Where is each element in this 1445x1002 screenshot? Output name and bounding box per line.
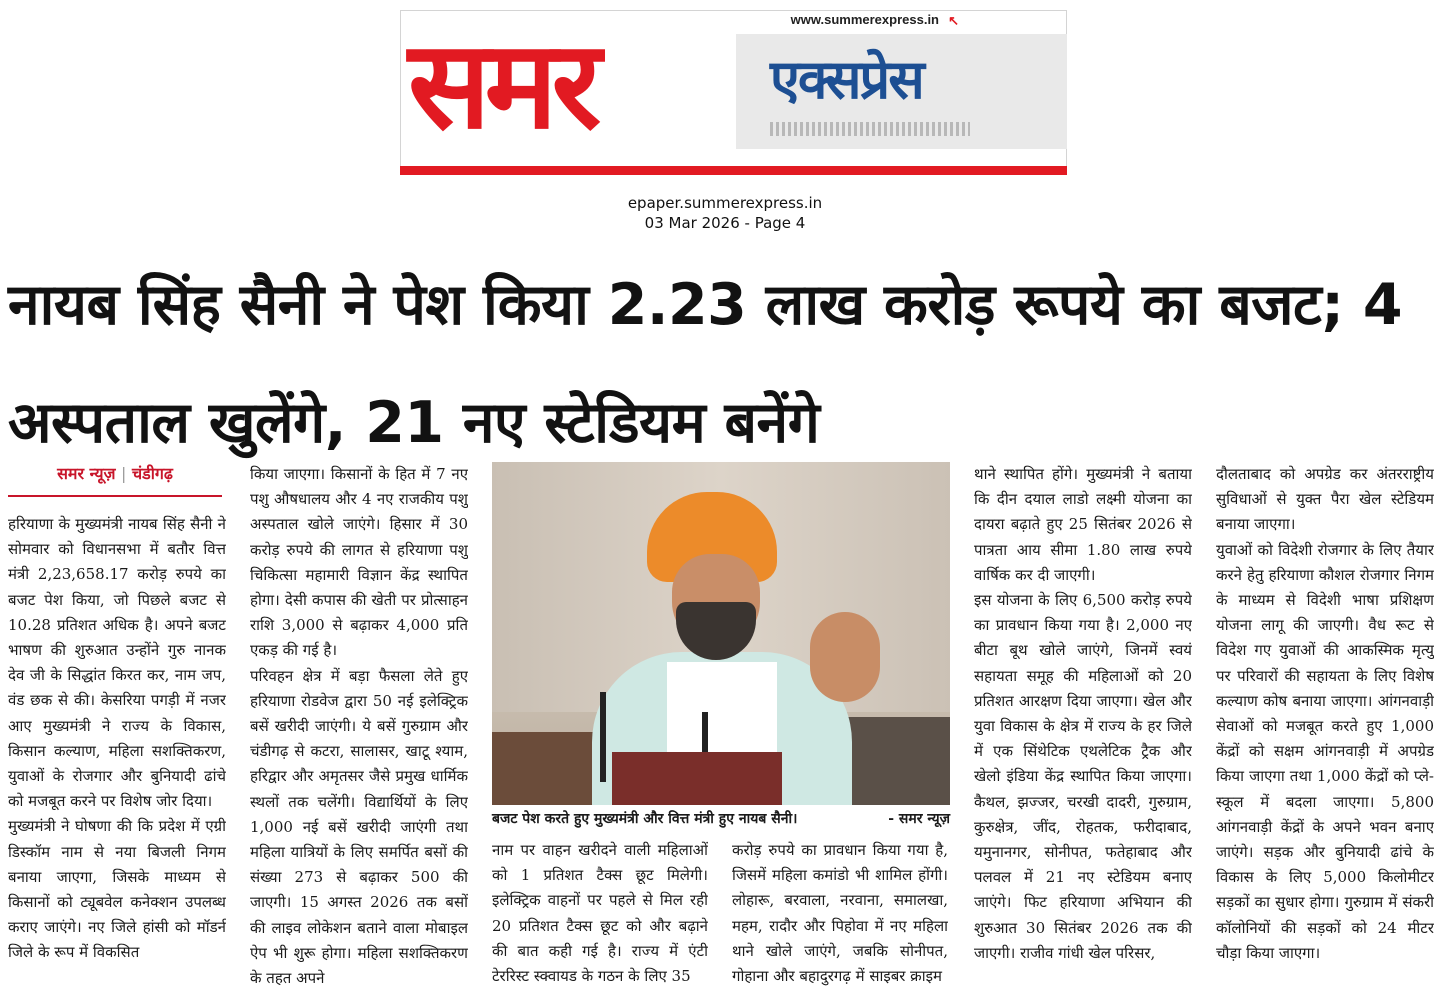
byline-source: समर न्यूज़ xyxy=(57,464,116,483)
paragraph: हरियाणा के मुख्यमंत्री नायब सिंह सैनी ने सोमवार को विधानसभा में बतौर वित्त मंत्री 2,23,658.17 करोड़ रुपये का बजट पेश किया, जो पिछले बजट से 10.28 प्रतिशत अधिक है। अपने बजट भाषण की शुरुआत उन्होंने गुरु नानक देव जी के सिद्धांत किरत कर, नाम जप, वंड छक से की। केसरिया पगड़ी में नजर आए मुख्यमंत्री ने राज्य के विकास, किसान कल्याण, महिला सशक्तिकरण, युवाओं के रोजगार और बुनियादी ढांचे को मजबूत करने पर विशेष जोर दिया। xyxy=(8,515,226,811)
photo-audience-right xyxy=(840,717,950,805)
article-column-1 xyxy=(8,512,226,990)
article-photo xyxy=(492,462,950,805)
edition-info xyxy=(560,193,890,233)
byline-place: चंडीगढ़ xyxy=(132,464,173,483)
masthead-title: समर xyxy=(408,14,596,156)
masthead-website[interactable]: www.summerexpress.in xyxy=(790,12,939,27)
article-column-6 xyxy=(1216,462,1434,990)
microphone-icon xyxy=(600,692,606,782)
paragraph: युवाओं को विदेशी रोजगार के लिए तैयार करने हेतु हरियाणा कौशल रोजगार निगम के माध्यम से विदेशी भाषा प्रशिक्षण योजना लागू की जाएगी। वैध रूट से विदेश गए युवाओं की आकस्मिक मृत्यु पर परिवारों की सहायता के लिए विशेष कल्याण कोष बनाया जाएगा। आंगनवाड़ी सेवाओं को मजबूत करते हुए 1,000 केंद्रों को सक्षम आंगनवाड़ी में अपग्रेड किया जाएगा तथा 1,000 केंद्रों को प्ले-स्कूल में बदला जाएगा। 5,800 आंगनवाड़ी केंद्रों के अपने भवन बनाए जाएंगे। सड़क और बुनियादी ढांचे के विकास के लिए 5,000 किलोमीटर सड़कों का सुधार होगा। गुरुग्राम में संकरी कॉलोनियों की सड़कों को 24 मीटर चौड़ा किया जाएगा। xyxy=(1216,540,1434,962)
masthead-logo xyxy=(400,10,1067,175)
photo-credit: - समर न्यूज़ xyxy=(888,811,950,827)
article-byline xyxy=(8,462,222,484)
article-column-4 xyxy=(732,838,948,988)
paragraph: परिवहन क्षेत्र में बड़ा फैसला लेते हुए हरियाणा रोडवेज द्वारा 50 नई इलेक्ट्रिक बसें खरीदी जाएंगी। ये बसें गुरुग्राम और चंडीगढ़ से कटरा, सालासर, खाटू श्याम, हरिद्वार और अमृतसर जैसे प्रमुख धार्मिक स्थलों तक चलेंगी। विद्यार्थियों के लिए 1,000 नई बसें खरीदी जाएंगी तथा महिला यात्रियों के लिए समर्पित बसों की संख्या 273 से बढ़ाकर 500 की जाएगी। 15 अगस्त 2026 तक बसों की लाइव लोकेशन बताने वाला मोबाइल ऐप भी शुरू होगा। महिला सशक्तिकरण के तहत अपने xyxy=(250,666,468,988)
photo-hand xyxy=(810,612,880,702)
photo-caption: बजट पेश करते हुए मुख्यमंत्री और वित्त मंत्री हुए नायब सैनी। xyxy=(492,811,798,827)
paragraph: किया जाएगा। किसानों के हित में 7 नए पशु औषधालय और 4 नए राजकीय पशु अस्पताल खोले जाएंगे। हिसार में 30 करोड़ रुपये की लागत से हरियाणा पशु चिकित्सा महामारी विज्ञान केंद्र स्थापित होगा। देसी कपास की खेती पर प्रोत्साहन राशि 3,000 से बढ़ाकर 4,000 प्रति एकड़ की गई है। xyxy=(250,465,468,660)
masthead-red-bar xyxy=(400,166,1067,175)
masthead-hatch-decoration xyxy=(770,122,970,136)
masthead-subtitle: एक्सप्रेस xyxy=(770,48,923,111)
article-headline: नायब सिंह सैनी ने पेश किया 2.23 लाख करोड़ रूपये का बजट; 4 अस्पताल खुलेंगे, 21 नए स्टेडियम बनेंगे xyxy=(8,272,1403,456)
byline-rule xyxy=(8,495,222,497)
paragraph: इस योजना के लिए 6,500 करोड़ रुपये का प्रावधान किया गया है। 2,000 नए बीटा बूथ खोले जाएंगे, जिनमें स्वयं सहायता समूह की महिलाओं को 20 प्रतिशत आरक्षण दिया जाएगा। खेल और युवा विकास के क्षेत्र में राज्य के हर जिले में एक सिंथेटिक एथलेटिक ट्रैक और खेलो इंडिया केंद्र स्थापित किया जाएगा। कैथल, झज्जर, चरखी दादरी, गुरुग्राम, कुरुक्षेत्र, जींद, रोहतक, फरीदाबाद, यमुनानगर, सोनीपत, फतेहाबाद और पलवल में 21 नए स्टेडियम बनाए जाएंगे। फिट हरियाणा अभियान की शुरुआत 30 सितंबर 2026 तक की जाएगी। राजीव गांधी खेल परिसर, xyxy=(974,591,1192,962)
photo-podium xyxy=(612,752,782,805)
edition-date-page: 03 Mar 2026 - Page 4 xyxy=(644,214,806,232)
paragraph: दौलताबाद को अपग्रेड कर अंतरराष्ट्रीय सुविधाओं से युक्त पैरा खेल स्टेडियम बनाया जाएगा। xyxy=(1216,465,1434,534)
article-column-5 xyxy=(974,462,1192,990)
paragraph: करोड़ रुपये का प्रावधान किया गया है, जिसमें महिला कमांडो भी शामिल होंगी। लोहारू, बरवाला, नरवाना, समालखा, महम, रादौर और पिहोवा में नए महिला थाने खोले जाएंगे, जबकि सोनीपत, गोहाना और बहादुरगढ़ में साइबर क्राइम xyxy=(732,841,948,986)
article-column-3 xyxy=(492,838,708,988)
cursor-arrow-icon: ↖ xyxy=(948,13,959,28)
edition-site[interactable]: epaper.summerexpress.in xyxy=(627,194,823,212)
photo-audience-left xyxy=(492,732,602,805)
paragraph: थाने स्थापित होंगे। मुख्यमंत्री ने बताया कि दीन दयाल लाडो लक्ष्मी योजना का दायरा बढ़ाते हुए 25 सितंबर 2026 से पात्रता आय सीमा 1.80 लाख रुपये वार्षिक कर दी जाएगी। xyxy=(974,465,1192,584)
paragraph: नाम पर वाहन खरीदने वाली महिलाओं को 1 प्रतिशत टैक्स छूट मिलेगी। इलेक्ट्रिक वाहनों पर पहले से मिल रही 20 प्रतिशत टैक्स छूट को और बढ़ाने की बात कही गई है। राज्य में एंटी टेररिस्ट स्क्वायड के गठन के लिए 35 xyxy=(492,841,708,986)
paragraph: मुख्यमंत्री ने घोषणा की कि प्रदेश में एग्री डिस्कॉम नाम से नया बिजली निगम बनाया जाएगा, जिसके माध्यम से किसानों को ट्यूबवेल कनेक्शन उपलब्ध कराए जाएंगे। नए जिले हांसी को मॉडर्न जिले के रूप में विकसित xyxy=(8,817,226,962)
photo-caption-row xyxy=(492,809,950,828)
byline-separator: | xyxy=(121,464,127,483)
article-column-2 xyxy=(250,462,468,990)
